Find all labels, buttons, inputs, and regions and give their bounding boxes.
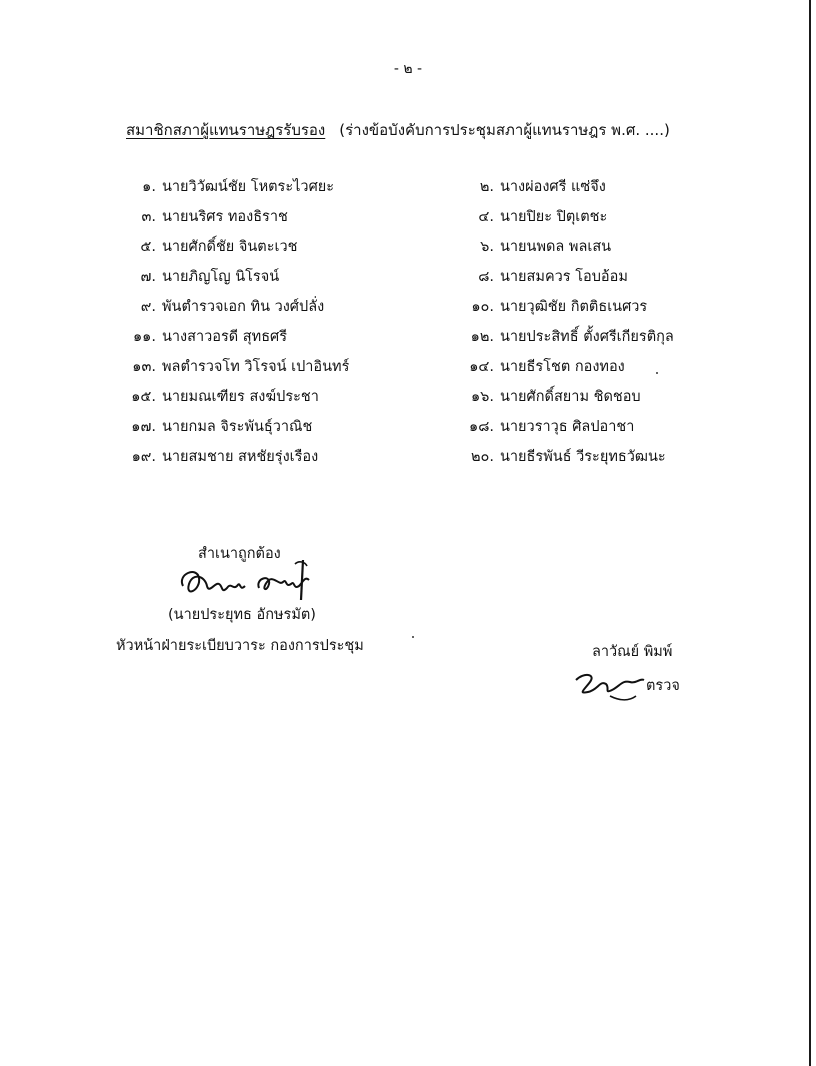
heading-subtitle: (ร่างข้อบังคับการประชุมสภาผู้แทนราษฎร พ.ศ. ....) (339, 121, 670, 139)
member-number: ๑๓. (132, 359, 156, 375)
member-item (120, 356, 349, 386)
member-number: ๗. (140, 269, 156, 285)
member-number: ๒. (479, 179, 494, 195)
member-name: นางผ่องศรี แซ่จึง (500, 179, 606, 195)
scan-speck (412, 636, 414, 638)
member-name: นายศักดิ์สยาม ชิดชอบ (500, 389, 641, 405)
member-number: ๑๔. (469, 359, 494, 375)
member-name: นายวิวัฒน์ชัย โหตระไวศยะ (162, 179, 335, 195)
member-name: นางสาวอรดี สุทธศรี (162, 329, 288, 345)
member-name: นายศักดิ์ชัย จินตะเวช (162, 239, 298, 255)
member-item (120, 446, 349, 476)
members-right-column (458, 176, 674, 476)
member-item (458, 176, 674, 206)
member-item (120, 296, 349, 326)
member-item (120, 176, 349, 206)
member-item (458, 266, 674, 296)
member-name: นายวุฒิชัย กิตติธเนศวร (500, 299, 648, 315)
member-name: นายนริศร ทองธิราช (162, 209, 288, 225)
signer-name: (นายประยุทธ อักษรมัต) (168, 607, 316, 623)
member-number: ๑๗. (131, 419, 156, 435)
page-number: - ๒ - (393, 61, 423, 77)
signer-position: หัวหน้าฝ่ายระเบียบวาระ กองการประชุม (116, 638, 364, 654)
member-number: ๑๘. (469, 419, 494, 435)
member-item (120, 206, 349, 236)
member-number: ๒๐. (470, 449, 494, 465)
checker-label: ตรวจ (646, 678, 680, 694)
scan-edge-line (809, 0, 811, 1066)
member-item (458, 236, 674, 266)
member-item (120, 386, 349, 416)
member-number: ๑. (142, 179, 156, 195)
members-left-column (120, 176, 349, 476)
member-number: ๑๕. (131, 389, 156, 405)
member-item (458, 386, 674, 416)
member-item (458, 296, 674, 326)
member-number: ๔. (478, 209, 494, 225)
member-number: ๙. (140, 299, 156, 315)
member-item (120, 266, 349, 296)
handwritten-signature (175, 556, 325, 604)
member-item (458, 326, 674, 356)
member-name: นายธีรพันธ์ วีระยุทธวัฒนะ (500, 449, 666, 465)
member-item (458, 356, 674, 386)
member-item (458, 206, 674, 236)
member-number: ๑๒. (470, 329, 494, 345)
member-item (458, 446, 674, 476)
member-item (120, 416, 349, 446)
member-number: ๖. (480, 239, 494, 255)
typist-note: ลาวัณย์ พิมพ์ (592, 644, 673, 660)
member-number: ๑๙. (131, 449, 156, 465)
member-name: พันตำรวจเอก ทิน วงศ์ปลั่ง (162, 299, 325, 315)
member-name: นายสมควร โอบอ้อม (500, 269, 628, 285)
member-name: นายสมชาย สหชัยรุ่งเรือง (162, 449, 319, 465)
member-name: นายปิยะ ปิตุเตชะ (500, 209, 608, 225)
member-number: ๑๖. (470, 389, 494, 405)
checker-signature (570, 666, 650, 706)
member-number: ๑๐. (471, 299, 494, 315)
member-item (120, 326, 349, 356)
scan-speck (656, 372, 658, 374)
member-number: ๘. (478, 269, 494, 285)
member-name: นายธีรโชต กองทอง (500, 359, 625, 375)
member-name: พลตำรวจโท วิโรจน์ เปาอินทร์ (162, 359, 350, 375)
heading (126, 118, 670, 142)
member-name: นายนพดล พลเสน (500, 239, 612, 255)
certified-copy-label: สำเนาถูกต้อง (198, 546, 281, 562)
member-name: นายวราวุธ ศิลปอาชา (500, 419, 635, 435)
member-number: ๑๑. (132, 329, 156, 345)
member-name: นายมณเฑียร สงฆ์ประชา (162, 389, 319, 405)
member-name: นายกมล จิระพันธุ์วาณิช (162, 419, 313, 435)
member-name: นายภิญโญ นิโรจน์ (162, 269, 280, 285)
member-item (458, 416, 674, 446)
member-name: นายประสิทธิ์ ตั้งศรีเกียรติกุล (500, 329, 674, 345)
member-item (120, 236, 349, 266)
member-number: ๕. (140, 239, 156, 255)
heading-title: สมาชิกสภาผู้แทนราษฎรรับรอง (126, 121, 326, 139)
member-number: ๓. (141, 209, 156, 225)
